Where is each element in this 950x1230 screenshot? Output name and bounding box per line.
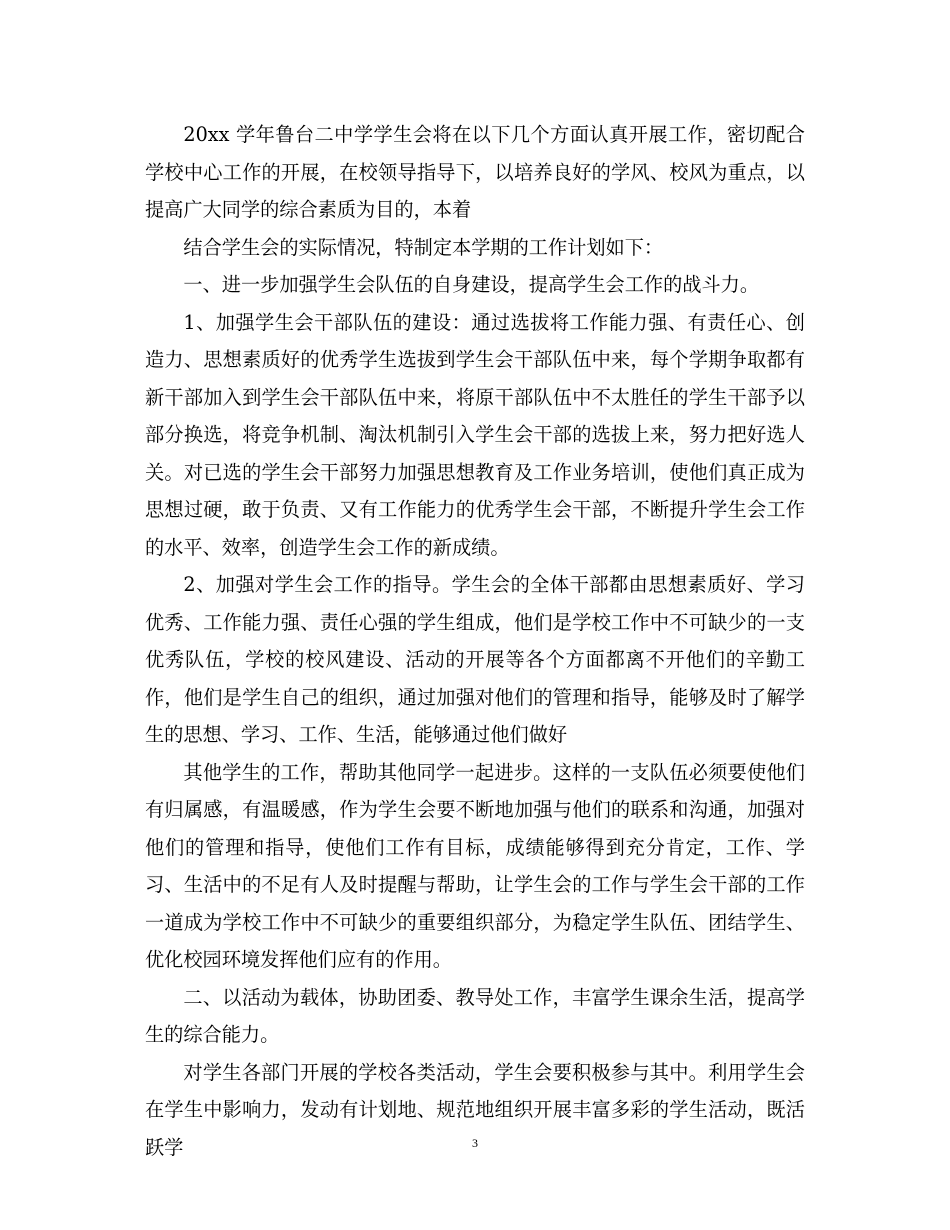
section-heading-2: 二、以活动为载体，协助团委、教导处工作，丰富学生课余生活，提高学生的综合能力。 bbox=[145, 985, 805, 1046]
paragraph-item-2: 2、加强对学生会工作的指导。学生会的全体干部都由思想素质好、学习优秀、工作能力强、责任心强的学生组成，他们是学校工作中不可缺少的一支优秀队伍，学校的校风建设、活动的开展等各个方面都离不开他们的辛勤工作，他们是学生自己的组织，通过加强对他们的管理和指导，能够及时了解学生的思想、学习、工作、生活，能够通过他们做好 bbox=[145, 573, 805, 746]
paragraph-item-1: 1、加强学生会干部队伍的建设：通过选拔将工作能力强、有责任心、创造力、思想素质好的优秀学生选拔到学生会干部队伍中来，每个学期争取都有新干部加入到学生会干部队伍中来，将原干部队伍中不太胜任的学生干部予以部分换选，将竞争机制、淘汰机制引入学生会干部的选拔上来，努力把好选人关。对已选的学生会干部努力加强思想教育及工作业务培训，使他们真正成为思想过硬，敢于负责、又有工作能力的优秀学生会干部，不断提升学生会工作的水平、效率，创造学生会工作的新成绩。 bbox=[145, 310, 805, 559]
body-text bbox=[145, 116, 805, 1166]
page-number: 3 bbox=[472, 1136, 478, 1150]
paragraph-intro: 20xx 学年鲁台二中学学生会将在以下几个方面认真开展工作，密切配合学校中心工作的开展，在校领导指导下，以培养良好的学风、校风为重点，以提高广大同学的综合素质为目的，本着 bbox=[145, 123, 805, 221]
section-heading-1: 一、进一步加强学生会队伍的自身建设，提高学生会工作的战斗力。 bbox=[183, 273, 760, 296]
paragraph-activities: 对学生各部门开展的学校各类活动，学生会要积极参与其中。利用学生会在学生中影响力，发动有计划地、规范地组织开展丰富多彩的学生活动，既活跃学 bbox=[145, 1060, 805, 1159]
paragraph-plan-intro: 结合学生会的实际情况，特制定本学期的工作计划如下： bbox=[183, 235, 664, 259]
paragraph-item-2-continued: 其他学生的工作，帮助其他同学一起进步。这样的一支队伍必须要使他们有归属感，有温暖感，作为学生会要不断地加强与他们的联系和沟通，加强对他们的管理和指导，使他们工作有目标，成绩能够得到充分肯定，工作、学习、生活中的不足有人及时提醒与帮助，让学生会的工作与学生会干部的工作一道成为学校工作中不可缺少的重要组织部分，为稳定学生队伍、团结学生、优化校园环境发挥他们应有的作用。 bbox=[145, 760, 805, 971]
